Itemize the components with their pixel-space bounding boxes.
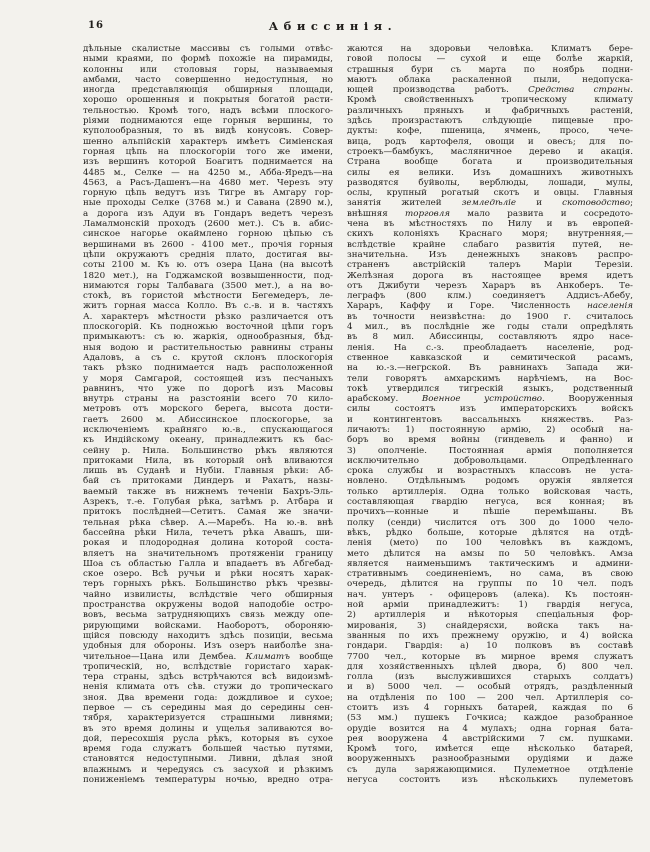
text-line: вслѣдствіе крайне слабаго развитія путей, не-: [347, 239, 633, 250]
text-line: ющей производства работъ. Средства страны.: [347, 85, 633, 96]
text-line: къ Индійскому океану, принадлежитъ къ бас-: [83, 435, 333, 446]
text-line: мето дѣлится на амзы по 50 человѣкъ. Амза: [347, 548, 633, 559]
text-line: вица, родъ картофеля, овощи и овесъ; для по-: [347, 136, 633, 147]
text-line: пространства окружены водой наподобіе остро-: [83, 600, 333, 611]
text-line: лишь въ Суданѣ и Нубіи. Главныя рѣки: Аб-: [83, 466, 333, 477]
text-line: ріями поднимаются еще горныя вершины, то: [83, 116, 333, 127]
text-line: составляющая гвардію негуса, вся конная; въ: [347, 497, 633, 508]
text-line: внутрь страны на разстояніи всего 70 кило-: [83, 394, 333, 405]
text-line: страшныя бури съ марта по ноябрь подни-: [347, 64, 633, 75]
text-line: тропическій, но, вслѣдствіе гористаго харак-: [83, 661, 333, 672]
text-line: примыкаютъ: съ ю. жаркія, однообразныя, бѣд-: [83, 332, 333, 343]
text-line: разводятся буйволы, верблюды, лошади, мулы,: [347, 177, 633, 188]
text-line: маютъ облака раскаленной пыли, недопуска-: [347, 74, 633, 85]
text-line: рирующими войсками. Наоборотъ, обороняю-: [83, 620, 333, 631]
text-line: а дорога изъ Адуи въ Гондаръ ведетъ черезъ: [83, 208, 333, 219]
text-line: тельностью. Кромѣ того, надъ всѣми плоского-: [83, 105, 333, 116]
text-line: ленія (мето) по 100 человѣкъ въ каждомъ,: [347, 538, 633, 549]
text-line: 1820 мет.), на Годжамской возвышенности, под-: [83, 270, 333, 281]
text-line: сейну р. Нила. Большинство рѣкъ являются: [83, 445, 333, 456]
text-line: вѣкъ, рѣдко больше, которые дѣлятся на отдѣ-: [347, 527, 633, 538]
text-line: ныя водою и растительностью равнины страны: [83, 342, 333, 353]
text-line: (53 мм.) пушекъ Гочкиса; каждое разобранное: [347, 713, 633, 724]
text-line: ское озеро. Всѣ ручьи и рѣки носятъ харак-: [83, 569, 333, 580]
text-line: Хараръ, Каффу и Горе. Численность населенія: [347, 301, 633, 312]
text-line: куполообразныя, то въ видѣ конусовъ. Совер-: [83, 126, 333, 137]
text-line: тября, характеризуется страшными ливнями;: [83, 713, 333, 724]
text-line: 7700 чел., которые въ мирное время служатъ: [347, 651, 633, 662]
text-line: является наименьшимъ тактическимъ и админи-: [347, 558, 633, 569]
text-line: плоскогорій. Къ подножью восточной цѣпи горъ: [83, 322, 333, 333]
text-line: дѣльные скалистые массивы съ голыми отвѣс-: [83, 44, 333, 54]
text-line: Ламалмонскій проходъ (2600 мет.). Съ в. абис-: [83, 219, 333, 230]
text-line: нач. унтеръ - офицеровъ (алека). Къ постоян-: [347, 589, 633, 600]
text-line: 4485 м., Селке — на 4250 м., Абба-Яредъ—на: [83, 167, 333, 178]
text-line: становятся недоступными. Ливни, дѣлая зной: [83, 754, 333, 765]
text-line: бассейна рѣки Нила, течетъ рѣка Авашъ, ши-: [83, 527, 333, 538]
text-line: нимаются горы Талбавага (3500 мет.), а на во-: [83, 280, 333, 291]
text-line: рокая и плодородная долина которой соста-: [83, 538, 333, 549]
text-line: щійся повсюду находитъ здѣсь позиціи, весьма: [83, 630, 333, 641]
text-line: мированія, 3) снайдерясхи, войска такъ на-: [347, 620, 633, 631]
text-line: леграфъ (800 клм.) соединяетъ Аддисъ-Абебу,: [347, 291, 633, 302]
text-line: Страна вообще богата и производительныя: [347, 157, 633, 168]
text-line: хорошо орошенныя и покрытыя богатой расти-: [83, 95, 333, 106]
text-line: на ю.-з.—негрской. Въ равнинахъ Запада жи-: [347, 363, 633, 374]
text-line: ненія климата отъ сѣв. стужи до тропическаго: [83, 682, 333, 693]
text-line: цѣпи окружаютъ среднія плато, достигая вы-: [83, 249, 333, 260]
text-line: соты 2100 м. Къ ю. отъ озера Цана (на высотѣ: [83, 260, 333, 271]
text-line: Адаловъ, а съ с. крутой склонъ плоскогорія: [83, 352, 333, 363]
text-line: горная цѣпь на плоскогоріи того же имени,: [83, 146, 333, 157]
text-line: Кромѣ того, имѣется еще нѣсколько батарей,: [347, 744, 633, 755]
text-line: зноя. Два времени года: дождливое и сухое;: [83, 692, 333, 703]
page-number: 16: [88, 20, 104, 31]
text-column-left: [83, 44, 333, 785]
text-line: 4 мил., въ послѣдніе же годы стали опредѣлять: [347, 322, 633, 333]
text-line: равнинъ, что уже по дорогѣ изъ Масовы: [83, 383, 333, 394]
text-line: токѣ утвердился тигрескій языкъ, родственный: [347, 383, 633, 394]
text-line: исключительно добровольцами. Опредѣленнаго: [347, 455, 633, 466]
text-line: ослы, крупный рогатый скотъ и овцы. Главныя: [347, 188, 633, 199]
text-line: А. характеръ мѣстности рѣзко различается отъ: [83, 311, 333, 322]
text-line: житъ горная масса Колло. Въ с.-в. и в. частяхъ: [83, 301, 333, 312]
text-line: внѣшняя торговля мало развита и сосредото-: [347, 208, 633, 219]
text-line: здѣсь произрастаютъ слѣдующіе пищевые про-: [347, 116, 633, 127]
text-line: пониженіемъ температуры ночью, вредно отра-: [83, 775, 333, 786]
text-line: стокѣ, въ гористой мѣстности Бегемедеръ, ле-: [83, 291, 333, 302]
text-line: притоками Нила, въ который онѣ вливаются: [83, 455, 333, 466]
text-line: метровъ отъ морского берега, высота дости-: [83, 404, 333, 415]
text-line: жаются на здоровьи человѣка. Климатъ бере-: [347, 44, 633, 54]
text-line: стоитъ изъ 4 горныхъ батарей, каждая по 6: [347, 703, 633, 713]
text-line: Шоа съ областью Галла и впадаетъ въ Абгебад-: [83, 558, 333, 569]
text-line: вооруженныхъ разнообразными орудіями и даже: [347, 754, 633, 765]
text-line: говой полосы — сухой и еще болѣе жаркій,: [347, 54, 633, 65]
text-line: Желѣзная дорога въ настоящее время идетъ: [347, 270, 633, 281]
text-line: званныя по ихъ прежнему оружію, и 4) войска: [347, 630, 633, 641]
text-line: и контингентовъ вассальныхъ княжествъ. Раз-: [347, 414, 633, 425]
text-line: первое — съ середины мая до середины сен-: [83, 703, 333, 713]
text-line: на отдѣленія по 100 — 200 чел. Артиллерія со-: [347, 692, 633, 703]
text-line: тели говорятъ амхарскимъ нарѣчіемъ, на Вос-: [347, 373, 633, 384]
text-line: у моря Самгарой, состоящей изъ песчаныхъ: [83, 373, 333, 384]
text-line: ные проходы Селке (3768 м.) и Савана (2890 м.),: [83, 198, 333, 209]
text-line: притокъ послѣдней—Сетитъ. Самая же значи-: [83, 507, 333, 518]
page-title: Абиссинія.: [268, 19, 398, 33]
text-line: и в) 5000 чел. — особый отрядъ, раздѣленный: [347, 682, 633, 693]
text-line: полку (сенди) числится отъ 300 до 1000 чело-: [347, 517, 633, 528]
text-line: иногда представляющія обширныя площади,: [83, 85, 333, 96]
text-line: ственное кавказской и семитической расамъ,: [347, 352, 633, 363]
text-line: арабскому. Военное устройство. Вооруженныя: [347, 394, 633, 405]
text-line: въ точности неизвѣстна: до 1900 г. считалось: [347, 311, 633, 322]
text-line: чена въ мѣстностяхъ по Нилу и въ европей-: [347, 219, 633, 230]
text-line: строекъ—бамбукъ, масляничное дерево и акація.: [347, 146, 633, 157]
text-line: вовъ, весьма затрудняющихъ связь между опе-: [83, 610, 333, 621]
text-line: Азрекъ, т.-е. Голубая рѣка, затѣмъ р. Атбара и: [83, 497, 333, 508]
text-line: гаетъ 2600 м. Абиссинское плоскогорье, за: [83, 414, 333, 425]
text-line: силы ея велики. Изъ домашнихъ животныхъ: [347, 167, 633, 178]
text-line: тельная рѣка сѣвер. А.—Маребъ. На ю.-в. внѣ: [83, 517, 333, 528]
text-line: синское нагорье окаймлено горною цѣпью съ: [83, 229, 333, 240]
text-line: различныхъ пряныхъ и фабричныхъ растеній,: [347, 105, 633, 116]
text-line: орудіе возится на 4 мулахъ; одна горная бата-: [347, 723, 633, 734]
text-line: негуса состоитъ изъ нѣсколькихъ пулеметовъ: [347, 775, 633, 786]
text-line: занятія жителей земледѣліе и скотоводство;: [347, 198, 633, 209]
text-line: въ 8 мил. Абиссинцы, составляютъ ядро насе-: [347, 332, 633, 343]
text-line: голла (изъ выслужившихся старыхъ солдатъ): [347, 672, 633, 683]
text-line: 4563, а Расъ-Дашенъ—на 4680 мет. Черезъ эту: [83, 177, 333, 188]
text-line: Кромѣ свойственныхъ тропическому климату: [347, 95, 633, 106]
text-line: 2) артиллерія и нѣкоторыя спеціальныя фор-: [347, 610, 633, 621]
text-line: силы состоятъ изъ императорскихъ войскъ: [347, 404, 633, 415]
text-line: отъ Джибути черезъ Хараръ въ Анкоберъ. Те-: [347, 280, 633, 291]
text-line: боръ во время войны (гиндевель и фанно) и: [347, 435, 633, 446]
text-line: бай съ притоками Диндеръ и Рахатъ, назы-: [83, 476, 333, 487]
text-line: тера страны, здѣсь встрѣчаются всѣ видоизмѣ-: [83, 672, 333, 683]
text-line: вляетъ на значительномъ протяженіи границу: [83, 548, 333, 559]
text-line: чительное—Цана или Дембеа. Климатъ вообще: [83, 651, 333, 662]
text-line: новлено. Отдѣльнымъ родомъ оружія является: [347, 476, 633, 487]
text-line: дукты: кофе, пшеница, ячмень, просо, чече-: [347, 126, 633, 137]
text-line: изъ вершинъ которой Боагитъ поднимается на: [83, 157, 333, 168]
text-line: ленія. На с.-з. преобладаетъ населеніе, род-: [347, 342, 633, 353]
text-line: прочихъ—конные и пѣшіе перемѣшаны. Въ: [347, 507, 633, 518]
text-line: вершинами въ 2600 - 4100 мет., прочія горныя: [83, 239, 333, 250]
text-line: время года служатъ большей частью путями,: [83, 744, 333, 755]
text-line: стративнымъ соединеніемъ, но сама, въ свою: [347, 569, 633, 580]
text-line: горную цѣпь ведутъ изъ Тигре въ Амгару гор-: [83, 188, 333, 199]
text-line: 3) ополченіе. Постоянная армія пополняется: [347, 445, 633, 456]
text-line: страненъ австрійскій талеръ Маріи Терезіи.: [347, 260, 633, 271]
text-line: исключеніемъ крайняго ю.-в., спускающагося: [83, 424, 333, 435]
text-line: въ это время долины и ущелья заливаются во-: [83, 723, 333, 734]
text-line: срока службы и возрастныхъ классовъ не уста-: [347, 466, 633, 477]
text-line: значительна. Изъ денежныхъ знаковъ распро-: [347, 249, 633, 260]
text-line: гондари. Гвардія: а) 10 полковъ въ составѣ: [347, 641, 633, 652]
text-line: такъ рѣзко поднимается надъ расположенной: [83, 363, 333, 374]
text-line: удобныя для обороны. Изъ озеръ наиболѣе зна-: [83, 641, 333, 652]
text-line: съ дула заряжающимися. Пулеметное отдѣленіе: [347, 764, 633, 775]
text-line: скихъ колоніяхъ Краснаго моря; внутренняя,—: [347, 229, 633, 240]
text-line: рея вооружена 4 австрійскими 7 см. пушками.: [347, 733, 633, 744]
text-line: только артиллерія. Одна только войсковая часть,: [347, 486, 633, 497]
text-line: чайно извилисты, вслѣдствіе чего обширныя: [83, 589, 333, 600]
text-line: для хозяйственныхъ цѣлей двора, б) 800 чел.: [347, 661, 633, 672]
text-line: дой, пересохшія русла рѣкъ, которыя въ сухое: [83, 733, 333, 744]
text-line: ной арміи принадлежитъ: 1) гвардія негуса,: [347, 600, 633, 611]
text-line: теръ горныхъ рѣкъ. Большинство рѣкъ чрезвы-: [83, 579, 333, 590]
text-line: амбами, часто совершенно недоступныя, но: [83, 74, 333, 85]
text-line: шенно альпійскій характеръ имѣетъ Симіенская: [83, 136, 333, 147]
text-column-right: [347, 44, 633, 785]
text-line: личаютъ: 1) постоянную армію, 2) особый на-: [347, 424, 633, 435]
text-line: колонны или столовыя горы, называемыя: [83, 64, 333, 75]
text-line: ваемый также въ нижнемъ теченіи Бахръ-Эль-: [83, 486, 333, 497]
text-line: очередь, дѣлится на группы по 10 чел. подъ: [347, 579, 633, 590]
text-line: влажнымъ и чередуясь съ засухой и рѣзкимъ: [83, 764, 333, 775]
text-line: ными краями, по формѣ похожіе на пирамиды,: [83, 54, 333, 65]
